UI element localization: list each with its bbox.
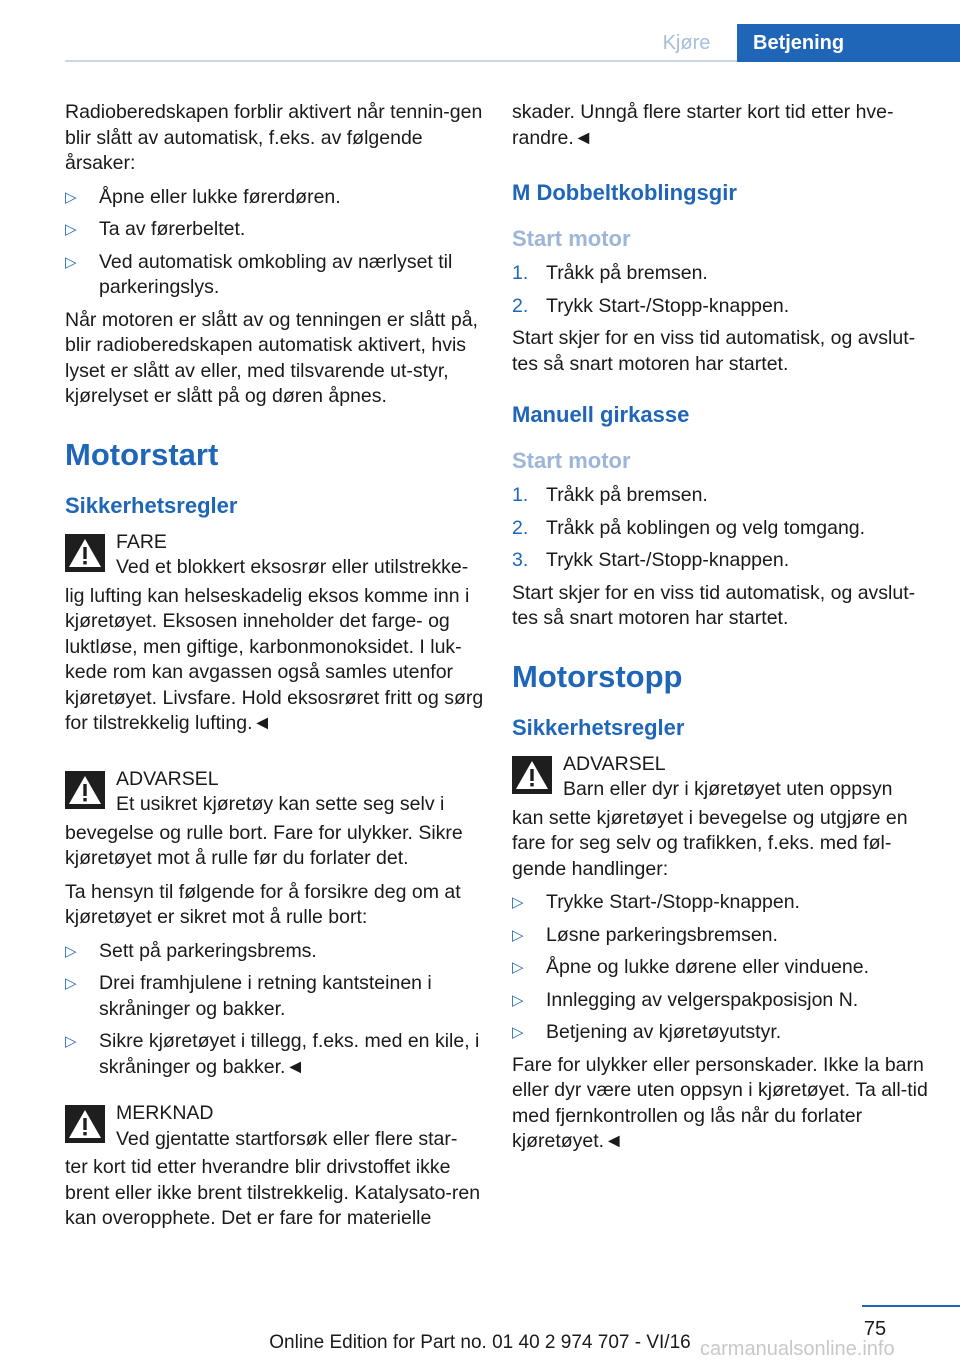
- tab-betjening[interactable]: Betjening: [737, 24, 960, 62]
- warning-first-line: Ved et blokkert eksosrør eller utilstrekke-: [116, 556, 469, 578]
- warning-body: lig lufting kan helseskadelig eksos komme inn i kjøretøyet. Eksosen inneholder det farge- og luktløse, men giftige, karbonmonoksidet. I luk-kede rom kan avgassen også samles utenfor kjøretøyet. Livsfare. Hold eksosrøret fritt og sørg for tilstrekkelig lufting.◄: [65, 584, 484, 734]
- list-item: ▷ Sikre kjøretøyet i tillegg, f.eks. med en kile, i skråninger og bakker.◄: [65, 1030, 480, 1078]
- list-item: ▷ Sett på parkeringsbrems.: [65, 939, 485, 965]
- list-item: 2. Tråkk på koblingen og velg tomgang.: [512, 516, 866, 539]
- triangle-bullet-icon: ▷: [65, 1033, 77, 1050]
- warning-advarsel: [65, 767, 485, 818]
- warning-triangle-icon: [65, 771, 105, 809]
- list-item: ▷ Ta av førerbeltet.: [65, 217, 485, 243]
- paragraph: Når motoren er slått av og tenningen er slått på, blir radioberedskapen automatisk aktivert, hvis lyset er slått av eller, med tilsvarende ut-styr, kjørelyset er slått på og døren åpnes.: [65, 308, 478, 407]
- warning-triangle-icon: [65, 534, 105, 572]
- list-item: ▷ Ved automatisk omkobling av nærlyset til parkeringslys.: [65, 250, 453, 298]
- edition-text: Online Edition for Part no. 01 40 2 974 707 - VI/16: [269, 1332, 691, 1353]
- list-item: ▷ Løsne parkeringsbremsen.: [512, 923, 930, 949]
- triangle-bullet-icon: ▷: [65, 253, 77, 271]
- triangle-bullet-icon: ▷: [512, 926, 524, 944]
- page-number: 75: [863, 1318, 887, 1340]
- warning-first-line: Barn eller dyr i kjøretøyet uten oppsyn: [563, 778, 893, 800]
- tab-kjore[interactable]: Kjøre: [662, 32, 711, 54]
- warning-body: ter kort tid etter hverandre blir drivstoffet ikke brent eller ikke brent tilstrekkelig. Katalysato-ren kan overopphete. Det er fare for materielle: [65, 1156, 481, 1229]
- warning-title: MERKNAD: [116, 1102, 214, 1124]
- warning-triangle-icon: [512, 756, 552, 794]
- heading-sikkerhetsregler: Sikkerhetsregler: [512, 714, 685, 740]
- subheading-start-motor: Start motor: [512, 226, 631, 251]
- triangle-bullet-icon: ▷: [65, 942, 77, 960]
- list-item: ▷ Åpne eller lukke førerdøren.: [65, 185, 485, 211]
- list-item: 2. Trykk Start-/Stopp-knappen.: [512, 294, 790, 317]
- list-item: ▷ Trykke Start-/Stopp-knappen.: [512, 890, 930, 916]
- warning-title: ADVARSEL: [563, 752, 666, 775]
- left-column: [65, 100, 485, 1240]
- list-item: ▷ Betjening av kjøretøyutstyr.: [512, 1020, 930, 1046]
- warning-fare: [65, 530, 485, 581]
- footer-rule: [862, 1305, 960, 1307]
- heading-manuell-girkasse: Manuell girkasse: [512, 402, 690, 427]
- right-column: [512, 100, 930, 1163]
- paragraph: Ta hensyn til følgende for å forsikre deg om at kjøretøyet er sikret mot å rulle bort:: [65, 880, 461, 928]
- list-item: ▷ Innlegging av velgerspakposisjon N.: [512, 988, 930, 1014]
- warning-triangle-icon: [65, 1105, 105, 1143]
- list-item: 1. Tråkk på bremsen.: [512, 262, 708, 284]
- triangle-bullet-icon: ▷: [65, 975, 77, 992]
- paragraph: Fare for ulykker eller personskader. Ikke la barn eller dyr være uten oppsyn i kjøretøyet. Ta all-tid med fjernkontrollen og lås når du forlater kjøretøyet.◄: [512, 1053, 928, 1152]
- triangle-bullet-icon: ▷: [512, 894, 524, 911]
- warning-merknad: [65, 1101, 485, 1152]
- paragraph: Radioberedskapen forblir aktivert når tennin-gen blir slått av automatisk, f.eks. av følgende årsaker:: [65, 101, 483, 174]
- watermark: carmanualsonline.info: [700, 1338, 895, 1360]
- triangle-bullet-icon: ▷: [512, 959, 524, 976]
- warning-advarsel: [512, 752, 930, 803]
- paragraph: Start skjer for en viss tid automatisk, og avslut-tes så snart motoren har startet.: [512, 327, 916, 375]
- warning-first-line: Ved gjentatte startforsøk eller flere star-: [116, 1127, 458, 1150]
- list-item: ▷ Åpne og lukke dørene eller vinduene.: [512, 955, 930, 981]
- warning-title: FARE: [116, 530, 167, 553]
- warning-title: ADVARSEL: [116, 767, 219, 790]
- paragraph: Start skjer for en viss tid automatisk, og avslut-tes så snart motoren har startet.: [512, 581, 916, 629]
- list-item: 3. Trykk Start-/Stopp-knappen.: [512, 549, 790, 571]
- triangle-bullet-icon: ▷: [512, 1024, 524, 1041]
- warning-body: bevegelse og rulle bort. Fare for ulykker. Sikre kjøretøyet mot å rulle før du forlater det.: [65, 821, 463, 869]
- paragraph: skader. Unngå flere starter kort tid etter hve-randre.◄: [512, 101, 894, 149]
- list-item: ▷ Drei framhjulene i retning kantsteinen i skråninger og bakker.: [65, 972, 432, 1020]
- heading-sikkerhetsregler: Sikkerhetsregler: [65, 492, 238, 518]
- heading-motorstart: Motorstart: [65, 436, 219, 472]
- heading-dobbeltkoblingsgir: M Dobbeltkoblingsgir: [512, 180, 737, 205]
- triangle-bullet-icon: ▷: [65, 188, 77, 206]
- warning-first-line: Et usikret kjøretøy kan sette seg selv i: [116, 793, 445, 815]
- warning-body: kan sette kjøretøyet i bevegelse og utgjøre en fare for seg selv og trafikken, f.eks. med føl-gende handlinger:: [512, 806, 908, 880]
- triangle-bullet-icon: ▷: [65, 221, 77, 238]
- triangle-bullet-icon: ▷: [512, 991, 524, 1009]
- list-item: 1. Tråkk på bremsen.: [512, 484, 708, 506]
- heading-motorstopp: Motorstopp: [512, 658, 683, 694]
- subheading-start-motor: Start motor: [512, 448, 631, 473]
